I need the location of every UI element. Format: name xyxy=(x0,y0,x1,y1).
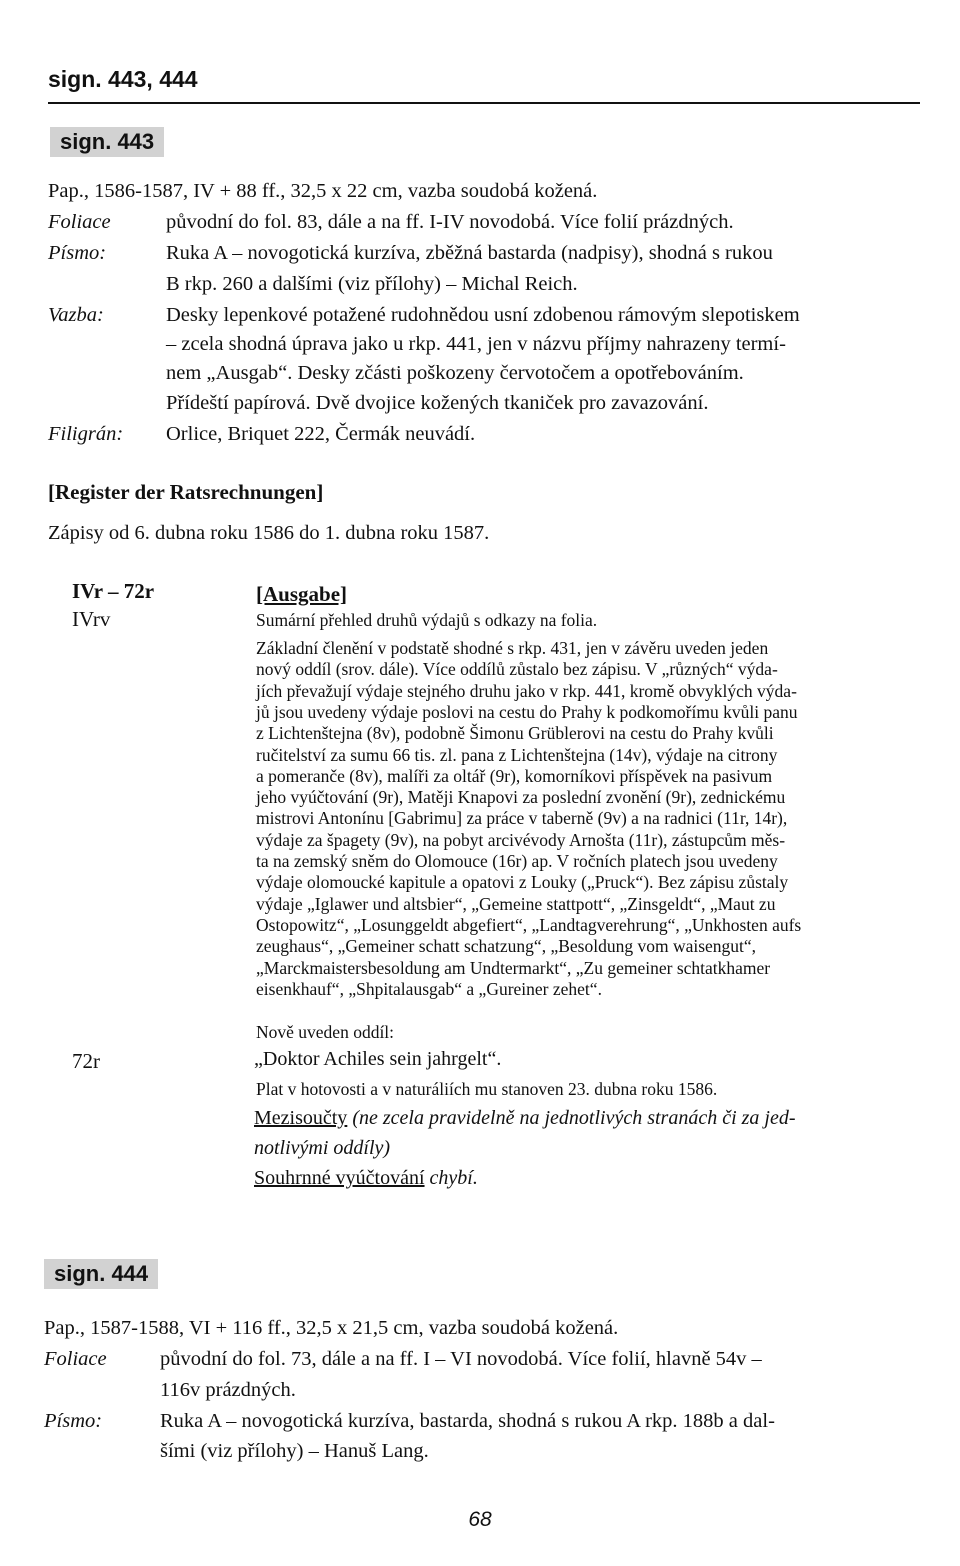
register-heading: [Register der Ratsrechnungen] xyxy=(48,480,324,504)
doktor-line: „Doktor Achiles sein jahrgelt“. xyxy=(254,1048,502,1070)
ausgabe-body-line: jů jsou uvedeny výdaje poslovi na cestu do Prahy k podkomořímu kvůli panu xyxy=(256,701,798,722)
pismo-text-2: B rkp. 260 a dalšími (viz přílohy) – Michal Reich. xyxy=(166,273,578,295)
vazba-label: Vazba: xyxy=(48,304,104,326)
header-rule xyxy=(48,102,920,104)
souhrnne-note: chybí. xyxy=(424,1167,478,1189)
pismo-444-text-2: šími (viz přílohy) – Hanuš Lang. xyxy=(160,1440,429,1462)
plat-line: Plat v hotovosti a v naturáliích mu stanoven 23. dubna roku 1586. xyxy=(256,1079,718,1099)
ausgabe-body-line: zeughaus“, „Gemeiner schatt schatzung“, „Besoldung vom waisengut“, xyxy=(256,936,757,957)
nove-uveden-line: Nově uveden oddíl: xyxy=(256,1022,395,1042)
vazba-text-1: Desky lepenkové potažené rudohnědou usní zdobenou rámovým slepotiskem xyxy=(166,304,800,326)
pismo-444-text-1: Ruka A – novogotická kurzíva, bastarda, shodná s rukou A rkp. 188b a dal- xyxy=(160,1410,775,1432)
ausgabe-body-line: Ostopowitz“, „Losunggeldt abgefiert“, „Landtagverehrung“, „Unkhosten aufs xyxy=(256,914,802,935)
ausgabe-body-line: jích převažují výdaje stejného druhu jako v rkp. 441, kromě obvyklých výda- xyxy=(256,680,797,701)
mezisoucty-term: Mezisoučty xyxy=(254,1107,348,1129)
folio-range-2: IVrv xyxy=(72,607,111,631)
ausgabe-body-line: výdaje olomoucké kapitule a opatovi z Louky („Pruck“). Bez zápisu zůstaly xyxy=(256,872,789,893)
ausgabe-body-line: jeho vyúčtování (9r), Matěji Knapovi za poslední zvonění (9r), zednickému xyxy=(256,787,786,808)
zapisy-line: Zápisy od 6. dubna roku 1586 do 1. dubna roku 1587. xyxy=(48,522,490,544)
page-number: 68 xyxy=(468,1508,492,1531)
souhrnne-line xyxy=(254,1166,478,1190)
foliace-444-text-1: původní do fol. 73, dále a na ff. I – VI novodobá. Více folií, hlavně 54v – xyxy=(160,1348,762,1370)
ausgabe-body-line: ručitelství za sumu 66 tis. zl. pana z Lichtenštejna (14v), výdaje na citrony xyxy=(256,744,778,765)
summary-line: Sumární přehled druhů výdajů s odkazy na folia. xyxy=(256,610,598,630)
foliace-444-label: Foliace xyxy=(44,1348,107,1370)
ausgabe-body-line: „Marckmaistersbesoldung am Undtermarkt“, „Zu gemeiner schtatkhamer xyxy=(256,957,771,978)
ausgabe-body-line: a pomeranče (8v), malíři za oltář (9r), komorníkovi příspěvek na pasivum xyxy=(256,765,773,786)
ausgabe-body-line: nový oddíl (srov. dále). Více oddílů zůstalo bez zápisu. V „různých“ výda- xyxy=(256,659,778,680)
ausgabe-body-line: mistrovi Antonínu [Gabrimu] za práce v taberně (9v) a na radnici (11r, 14r), xyxy=(256,808,788,829)
filigran-label: Filigrán: xyxy=(48,423,124,445)
ausgabe-body-line: výdaje „Iglawer und altsbier“, „Gemeine stattpott“, „Zinsgeldt“, „Maut zu xyxy=(256,893,776,914)
ausgabe-body-line: výdaje za špagety (9v), na pobyt arcivévody Arnošta (11r), zástupcům měs- xyxy=(256,829,786,850)
filigran-text: Orlice, Briquet 222, Čermák neuvádí. xyxy=(166,423,476,445)
ausgabe-body-line: z Lichtenštejna (8v), podobně Šimonu Grüblerovi na cestu do Prahy kvůli xyxy=(256,723,774,744)
mezisoucty-line-1 xyxy=(254,1106,796,1130)
sign-443-pap-line: Pap., 1586-1587, IV + 88 ff., 32,5 x 22 cm, vazba soudobá kožená. xyxy=(48,180,598,202)
mezisoucty-note-1: (ne zcela pravidelně na jednotlivých stranách či za jed- xyxy=(347,1107,796,1129)
pismo-444-label: Písmo: xyxy=(44,1410,103,1432)
foliace-text: původní do fol. 83, dále a na ff. I-IV novodobá. Více folií prázdných. xyxy=(166,211,734,233)
souhrnne-term: Souhrnné vyúčtování xyxy=(254,1167,425,1189)
mezisoucty-line-2: notlivými oddíly) xyxy=(254,1137,391,1159)
pismo-label: Písmo: xyxy=(48,242,107,264)
folio-range-1: IVr – 72r xyxy=(72,579,155,603)
foliace-label: Foliace xyxy=(48,211,111,233)
folio-range-3: 72r xyxy=(72,1049,100,1073)
running-head: sign. 443, 444 xyxy=(48,66,198,92)
vazba-text-4: Přídeští papírová. Dvě dvojice kožených tkaniček pro zavazování. xyxy=(166,392,709,414)
sign-443-badge: sign. 443 xyxy=(50,127,164,157)
foliace-444-text-2: 116v prázdných. xyxy=(160,1379,296,1401)
sign-444-pap-line: Pap., 1587-1588, VI + 116 ff., 32,5 x 21,5 cm, vazba soudobá kožená. xyxy=(44,1317,619,1339)
ausgabe-body-line: Základní členění v podstatě shodné s rkp. 431, jen v závěru uveden jeden xyxy=(256,638,769,658)
pismo-text-1: Ruka A – novogotická kurzíva, zběžná bastarda (nadpisy), shodná s rukou xyxy=(166,242,773,264)
vazba-text-2: – zcela shodná úprava jako u rkp. 441, jen v názvu příjmy nahrazeny termí- xyxy=(166,333,786,355)
ausgabe-body-line: ta na zemský sněm do Olomouce (16r) ap. V ročních platech jsou uvedeny xyxy=(256,851,778,871)
ausgabe-heading: [Ausgabe] xyxy=(256,582,348,606)
vazba-text-3: nem „Ausgab“. Desky zčásti poškozeny červotočem a opotřebováním. xyxy=(166,362,744,384)
ausgabe-body-line: eisenkhauf“, „Shpitalausgab“ a „Gureiner zehet“. xyxy=(256,978,602,999)
sign-444-badge: sign. 444 xyxy=(44,1259,158,1289)
